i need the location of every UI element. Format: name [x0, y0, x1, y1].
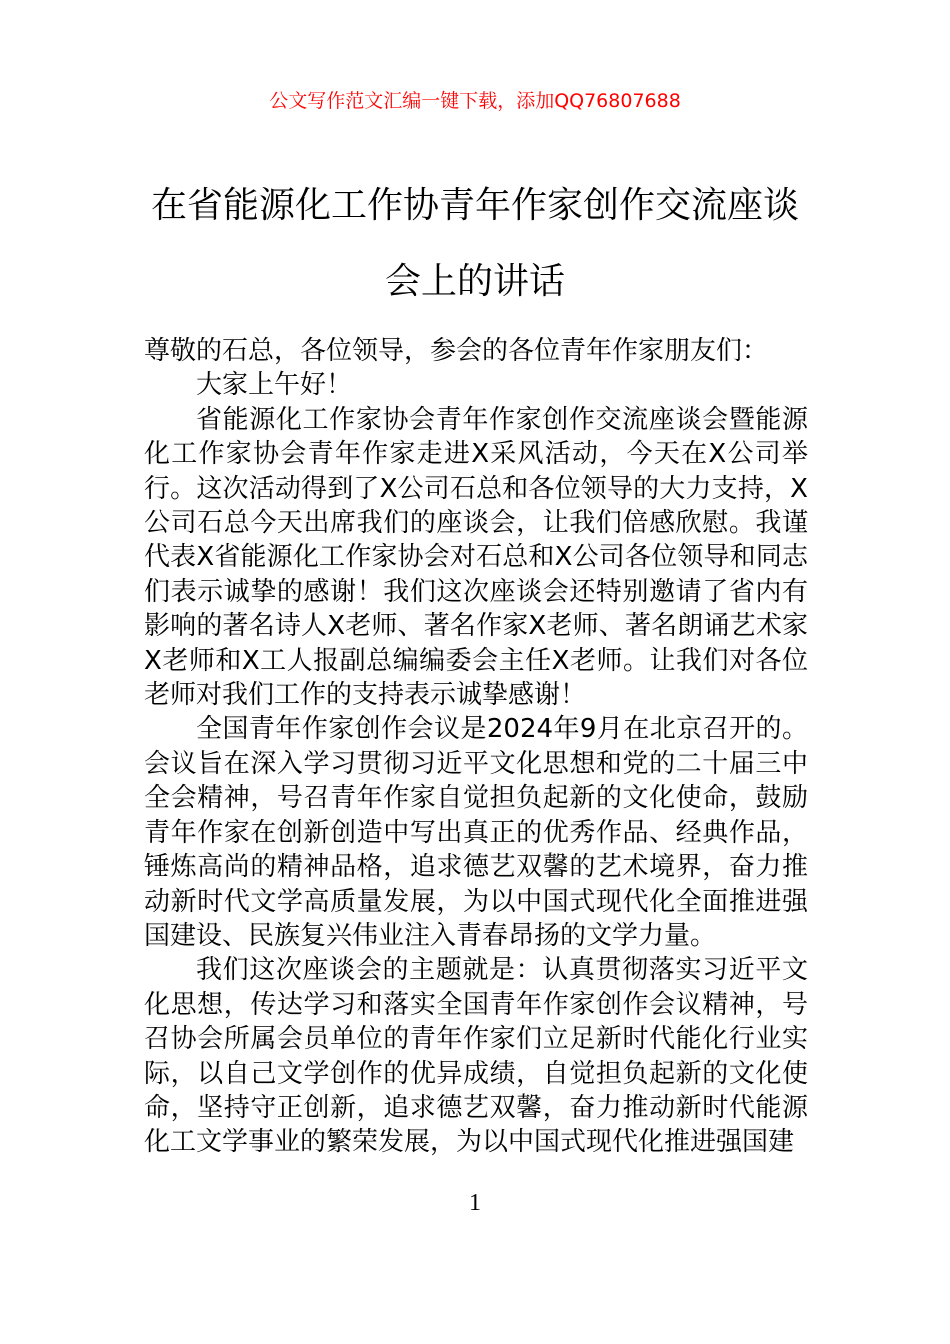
download-promo-note: 公文写作范文汇编一键下载，添加QQ76807688 — [269, 90, 681, 112]
document-body — [144, 334, 808, 1160]
paragraph-event-intro: 省能源化工作家协会青年作家创作交流座谈会暨能源化工作家协会青年作家走进X采风活动，今天在X公司举行。这次活动得到了X公司石总和各位领导的大力支持，X公司石总今天出席我们的座谈会，让我们倍感欣慰。我谨代表X省能源化工作家协会对石总和X公司各位领导和同志们表示诚挚的感谢！我们这次座谈会还特别邀请了省内有影响的著名诗人X老师、著名作家X老师、著名朗诵艺术家X老师和X工人报副总编编委会主任X老师。让我们对各位老师对我们工作的支持表示诚挚感谢！ — [144, 404, 808, 711]
paragraph-meeting-theme: 我们这次座谈会的主题就是：认真贯彻落实习近平文化思想，传达学习和落实全国青年作家创作会议精神，号召协会所属会员单位的青年作家们立足新时代能化行业实际，以自己文学创作的优异成绩，自觉担负起新的文化使命，坚持守正创新，追求德艺双馨，奋力推动新时代能源化工文学事业的繁荣发展，为以中国式现代化推进强国建 — [144, 955, 808, 1158]
document-title: 在省能源化工作协青年作家创作交流座谈会上的讲话 — [150, 185, 799, 302]
salutation: 尊敬的石总，各位领导，参会的各位青年作家朋友们： — [144, 336, 769, 366]
page-number: 1 — [469, 1190, 481, 1216]
paragraph-greeting: 大家上午好！ — [196, 370, 353, 401]
paragraph-national-conference: 全国青年作家创作会议是2024年9月在北京召开的。会议旨在深入学习贯彻习近平文化思想和党的二十届三中全会精神，号召青年作家自觉担负起新的文化使命，鼓励青年作家在创新创造中写出真正的优秀作品、经典作品，锤炼高尚的精神品格，追求德艺双馨的艺术境界，奋力推动新时代文学高质量发展，为以中国式现代化全面推进强国建设、民族复兴伟业注入青春昂扬的文学力量。 — [144, 714, 808, 951]
